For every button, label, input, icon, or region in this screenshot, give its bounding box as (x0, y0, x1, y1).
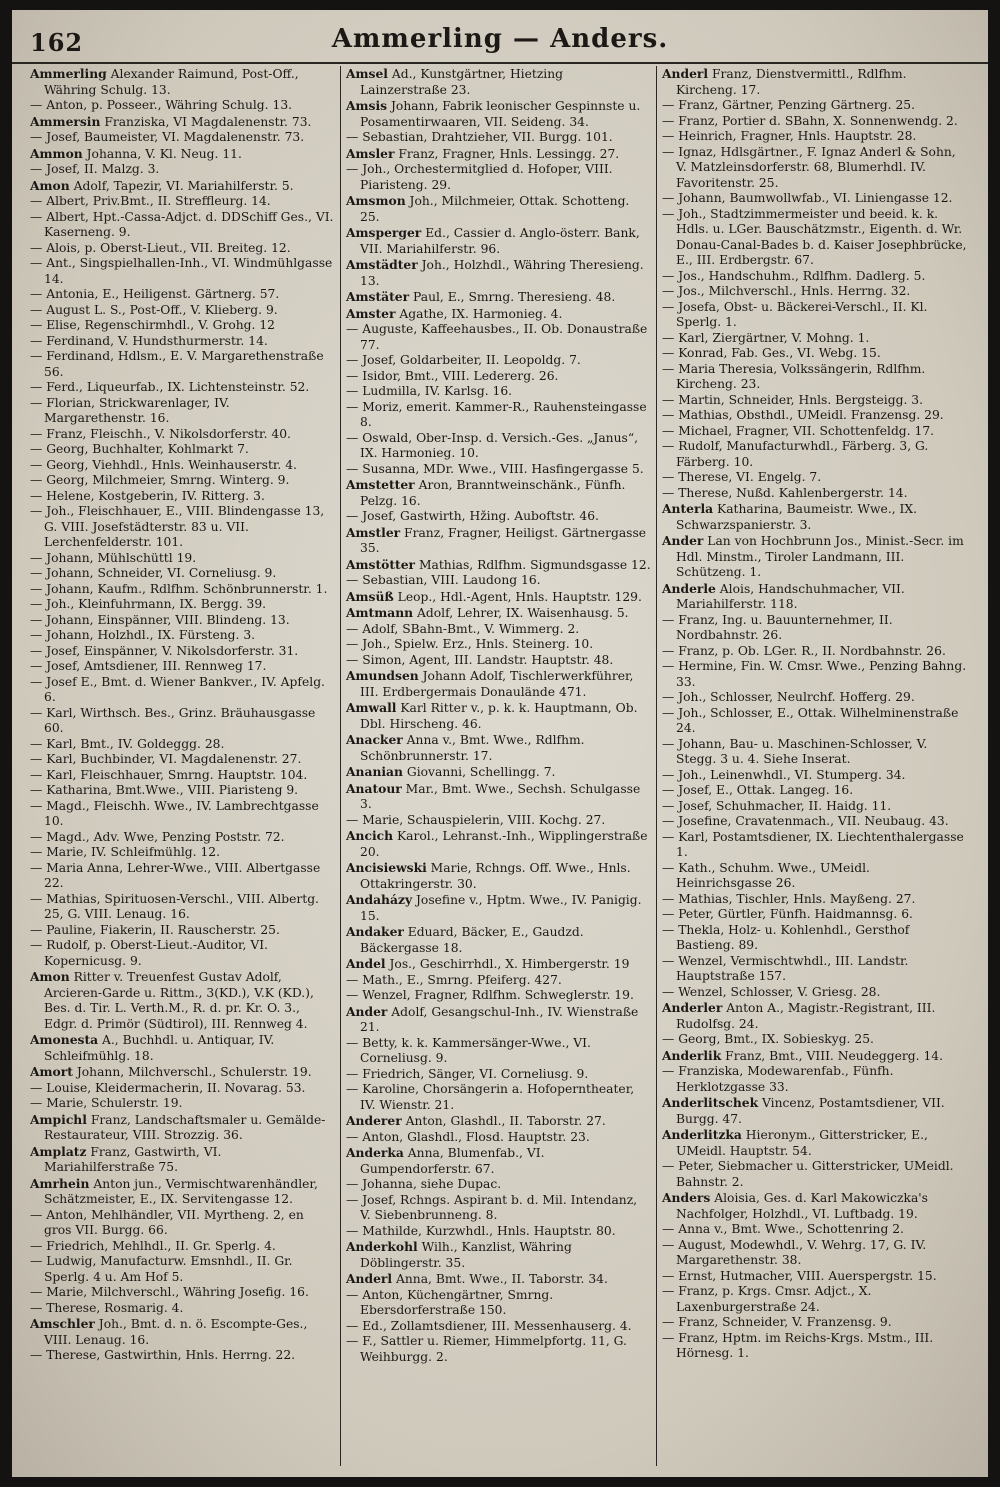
directory-entry: Amsmon Joh., Milchmeier, Ottak. Schotteng. 25. (346, 193, 630, 224)
directory-entry: — Franz, Schneider, V. Franzensg. 9. (662, 1315, 892, 1329)
directory-entry: — Josef, Einspänner, V. Nikolsdorferstr. 31. (30, 643, 299, 658)
directory-entry: Anderka Anna, Blumenfab., VI. Gumpendorferstr. 67. (346, 1145, 545, 1176)
directory-entry: — Wenzel, Vermischtwhdl., III. Landstr. Hauptstraße 157. (662, 953, 909, 983)
directory-entry: Anderlitzka Hieronym., Gitterstricker, E., UMeidl. Hauptstr. 54. (662, 1127, 928, 1158)
directory-entry: Andaker Eduard, Bäcker, E., Gaudzd. Bäckergasse 18. (346, 924, 584, 955)
directory-entry: Ancisiewski Marie, Rchngs. Off. Wwe., Hnls. Ottakringerstr. 30. (346, 860, 631, 891)
directory-entry: Anders Aloisia, Ges. d. Karl Makowiczka's Nachfolger, Holzhdl., VI. Luftbadg. 19. (662, 1190, 928, 1221)
directory-entry: Ananian Giovanni, Schellingg. 7. (346, 764, 556, 779)
directory-entry: — August, Modewhdl., V. Wehrg. 17, G. IV. Margarethenstr. 38. (662, 1237, 927, 1267)
directory-entry: Anderler Anton A., Magistr.-Registrant, III. Rudolfsg. 24. (662, 1000, 936, 1031)
directory-entry: Anderl Franz, Dienstvermittl., Rdlfhm. Kircheng. 17. (662, 66, 907, 97)
directory-entry: Anderl Anna, Bmt. Wwe., II. Taborstr. 34. (346, 1271, 608, 1286)
directory-entry: — Kath., Schuhm. Wwe., UMeidl. Heinrichsgasse 26. (662, 860, 870, 890)
directory-entry: — Josef, Baumeister, VI. Magdalenenstr. 73. (30, 130, 305, 144)
directory-entry: Amon Ritter v. Treuenfest Gustav Adolf, Arcieren-Garde u. Rittm., 3(KD.), V.K (KD.), Bes. d. Tir. L. Verth.M., R. d. pr. Kr. O. 3., Edgr. d. Primör (Südtirol), III. Rennweg 4. (30, 969, 314, 1031)
directory-entry: Ammerling Alexander Raimund, Post-Off., Währing Schulg. 13. (30, 66, 299, 97)
directory-entry: — Marie, Milchverschl., Währing Josefig. 16. (30, 1285, 309, 1299)
directory-entry: — Therese, VI. Engelg. 7. (662, 470, 822, 484)
directory-entry: — Hermine, Fin. W. Cmsr. Wwe., Penzing Bahng. 33. (662, 659, 967, 689)
directory-entry: — Jos., Milchverschl., Hnls. Herrng. 32. (662, 284, 911, 298)
directory-entry: — Josefine, Cravatenmach., VII. Neubaug. 43. (662, 814, 949, 828)
directory-entry: — Ferd., Liqueurfab., IX. Lichtensteinstr. 52. (30, 380, 310, 394)
directory-entry: — Therese, Nußd. Kahlenbergerstr. 14. (662, 485, 908, 500)
directory-entry: Anderle Alois, Handschuhmacher, VII. Mariahilferstr. 118. (662, 580, 905, 611)
directory-entry: — Franz, p. Ob. LGer. R., II. Nordbahnstr. 26. (662, 643, 946, 658)
directory-entry: — Alois, p. Oberst-Lieut., VII. Breiteg. 12. (30, 240, 291, 255)
directory-entry: Amstler Franz, Fragner, Heiligst. Gärtnergasse 35. (346, 524, 647, 555)
directory-entry: — Joh., Schlosser, Neulrchf. Hofferg. 29. (662, 690, 915, 704)
directory-entry: — Antonia, E., Heiligenst. Gärtnerg. 57. (30, 287, 280, 301)
directory-entry: — Ant., Singspielhallen-Inh., VI. Windmühlgasse 14. (30, 256, 333, 286)
directory-entry: Andel Jos., Geschirrhdl., X. Himbergerstr. 19 (346, 956, 630, 971)
directory-entry: — Therese, Rosmarig. 4. (30, 1300, 184, 1315)
directory-entry: — Konrad, Fab. Ges., VI. Webg. 15. (662, 346, 881, 360)
directory-entry: — Karoline, Chorsängerin a. Hofoperntheater, IV. Wienstr. 21. (346, 1082, 635, 1112)
directory-entry: — Moriz, emerit. Kammer-R., Rauhensteingasse 8. (346, 399, 647, 429)
directory-entry: — Josef, Gastwirth, Hžing. Auboftstr. 46. (346, 509, 599, 523)
directory-entry: — Albert, Priv.Bmt., II. Streffleurg. 14. (30, 194, 271, 208)
directory-entry: — Karl, Bmt., IV. Goldeggg. 28. (30, 736, 225, 751)
directory-entry: Ammon Johanna, V. Kl. Neug. 11. (30, 145, 242, 161)
directory-entry: Amsis Johann, Fabrik leonischer Gespinnste u. Posamentirwaaren, VII. Seideng. 34. (346, 98, 641, 129)
directory-entry: — Joh., Orchestermitglied d. Hofoper, VIII. Piaristeng. 29. (346, 162, 613, 192)
directory-entry: — Josef E., Bmt. d. Wiener Bankver., IV. Apfelg. 6. (30, 674, 325, 704)
directory-entry: — F., Sattler u. Riemer, Himmelpfortg. 11, G. Weihburgg. 2. (346, 1334, 627, 1364)
directory-entry: — Maria Anna, Lehrer-Wwe., VIII. Albertgasse 22. (30, 860, 321, 890)
directory-entry: — Johann, Bau- u. Maschinen-Schlosser, V. Stegg. 3 u. 4. Siehe Inserat. (662, 736, 928, 766)
directory-entry: — Auguste, Kaffeehausbes., II. Ob. Donaustraße 77. (346, 322, 648, 352)
directory-entry: — Franz, p. Krgs. Cmsr. Adjct., X. Laxenburgerstraße 24. (662, 1284, 872, 1314)
directory-entry: — Friedrich, Mehlhdl., II. Gr. Sperlg. 4. (30, 1238, 276, 1253)
directory-entry: — Florian, Strickwarenlager, IV. Margarethenstr. 16. (30, 395, 230, 425)
directory-entry: — Jos., Handschuhm., Rdlfhm. Dadlerg. 5. (662, 268, 926, 283)
column-3 (657, 66, 972, 1466)
directory-entry: — Joh., Fleischhauer, E., VIII. Blindengasse 13, G. VIII. Josefstädterstr. 83 u. VII. Lerchenfelderstr. 101. (30, 504, 325, 549)
directory-entry: — Franziska, Modewarenfab., Fünfh. Herklotzgasse 33. (662, 1064, 894, 1094)
running-head: Ammerling — Anders. (331, 24, 669, 54)
directory-entry: — Josefa, Obst- u. Bäckerei-Verschl., II. Kl. Sperlg. 1. (662, 299, 928, 329)
directory-entry: Ander Adolf, Gesangschul-Inh., IV. Wienstraße 21. (346, 1003, 639, 1034)
directory-entry: Andaházy Josefine v., Hptm. Wwe., IV. Panigig. 15. (346, 892, 642, 923)
column-1 (30, 66, 341, 1466)
directory-entry: — Anton, Küchengärtner, Smrng. Ebersdorferstraße 150. (346, 1287, 554, 1317)
directory-entry: — Josef, II. Malzg. 3. (30, 162, 160, 176)
page-header (12, 22, 988, 64)
directory-entry: — Ernst, Hutmacher, VIII. Auerspergstr. 15. (662, 1268, 937, 1283)
directory-entry: — Karl, Wirthsch. Bes., Grinz. Bräuhausgasse 60. (30, 705, 316, 735)
directory-entry: — Anton, Glashdl., Flosd. Hauptstr. 23. (346, 1129, 590, 1144)
directory-entry: — Thekla, Holz- u. Kohlenhdl., Gersthof Bastieng. 89. (662, 922, 910, 952)
directory-entry: — Martin, Schneider, Hnls. Bergsteigg. 3. (662, 392, 923, 407)
directory-entry: — Mathias, Tischler, Hnls. Mayßeng. 27. (662, 891, 916, 906)
directory-entry: Amsler Franz, Fragner, Hnls. Lessingg. 27. (346, 145, 620, 161)
directory-entry: — Josef, E., Ottak. Langeg. 16. (662, 783, 854, 797)
directory-entry: — Anna v., Bmt. Wwe., Schottenring 2. (662, 1222, 904, 1236)
directory-entry: Anderlik Franz, Bmt., VIII. Neudeggerg. 14. (662, 1047, 944, 1063)
directory-entry: — Susanna, MDr. Wwe., VIII. Hasfingergasse 5. (346, 461, 644, 476)
directory-entry: — Peter, Gürtler, Fünfh. Haidmannsg. 6. (662, 907, 913, 921)
directory-entry: — Johann, Mühlschüttl 19. (30, 550, 197, 565)
directory-entry: — Johann, Kaufm., Rdlfhm. Schönbrunnerstr. 1. (30, 581, 328, 596)
directory-entry: Amon Adolf, Tapezir, VI. Mariahilferstr. 5. (30, 177, 294, 193)
directory-entry: — Ludmilla, IV. Karlsg. 16. (346, 384, 513, 398)
directory-entry: — Georg, Milchmeier, Smrng. Winterg. 9. (30, 473, 290, 487)
directory-entry: — Mathilde, Kurzwhdl., Hnls. Hauptstr. 80. (346, 1223, 616, 1238)
directory-entry: Amsüß Leop., Hdl.-Agent, Hnls. Hauptstr. 129. (346, 588, 642, 604)
directory-entry: Amundsen Johann Adolf, Tischlerwerkführer, III. Erdbergermais Donaulände 471. (346, 668, 634, 699)
directory-entry: — Franz, Fleischh., V. Nikolsdorferstr. 40. (30, 426, 291, 441)
directory-entry: Amrhein Anton jun., Vermischtwarenhändler, Schätzmeister, E., IX. Servitengasse 12. (30, 1175, 318, 1206)
directory-entry: Anderer Anton, Glashdl., II. Taborstr. 27. (346, 1113, 606, 1128)
directory-entry: — Marie, Schauspielerin, VIII. Kochg. 27. (346, 812, 606, 827)
directory-entry: — Rudolf, p. Oberst-Lieut.-Auditor, VI. Kopernicusg. 9. (30, 938, 268, 968)
directory-entry: — Ferdinand, Hdlsm., E. V. Margarethenstraße 56. (30, 349, 324, 379)
directory-entry: Amstäter Paul, E., Smrng. Theresieng. 48. (346, 289, 616, 304)
directory-entry: — Rudolf, Manufacturwhdl., Färberg. 3, G. Färberg. 10. (662, 439, 929, 469)
directory-entry: — Magd., Adv. Wwe, Penzing Poststr. 72. (30, 829, 285, 844)
directory-entry: — Betty, k. k. Kammersänger-Wwe., VI. Corneliusg. 9. (346, 1035, 591, 1065)
directory-entry: — Johann, Baumwollwfab., VI. Liniengasse 12. (662, 191, 953, 205)
directory-entry: Ander Lan von Hochbrunn Jos., Minist.-Secr. im Hdl. Minstm., Tiroler Landmann, III. Schützeng. 1. (662, 533, 964, 579)
directory-entry: — Marie, Schulerstr. 19. (30, 1096, 183, 1110)
directory-entry: — Friedrich, Sänger, VI. Corneliusg. 9. (346, 1066, 589, 1081)
directory-entry: — Albert, Hpt.-Cassa-Adjct. d. DDSchiff Ges., VI. Kaserneng. 9. (30, 209, 334, 239)
directory-entry: — Joh., Kleinfuhrmann, IX. Bergg. 39. (30, 597, 267, 611)
directory-entry: — Josef, Schuhmacher, II. Haidg. 11. (662, 798, 892, 813)
directory-entry: — Karl, Fleischhauer, Smrng. Hauptstr. 104. (30, 767, 308, 782)
directory-entry: Amwall Karl Ritter v., p. k. k. Hauptmann, Ob. Dbl. Hirscheng. 46. (346, 700, 638, 731)
directory-entry: — Joh., Leinenwhdl., VI. Stumperg. 34. (662, 767, 906, 782)
directory-entry: — Marie, IV. Schleifmühlg. 12. (30, 845, 221, 859)
page-number: 162 (30, 28, 84, 57)
directory-entry: — Johanna, siehe Dupac. (346, 1177, 502, 1191)
directory-entry: Ammersin Franziska, VI Magdalenenstr. 73. (30, 113, 312, 129)
directory-entry: — Mathias, Obsthdl., UMeidl. Franzensg. 29. (662, 408, 944, 422)
directory-entry: — Michael, Fragner, VII. Schottenfeldg. 17. (662, 423, 935, 438)
directory-entry: — Wenzel, Schlosser, V. Griesg. 28. (662, 984, 881, 999)
directory-entry: — Josef, Rchngs. Aspirant b. d. Mil. Intendanz, V. Siebenbrunneng. 8. (346, 1192, 638, 1222)
directory-entry: Amschler Joh., Bmt. d. n. ö. Escompte-Ges., VIII. Lenaug. 16. (30, 1316, 308, 1347)
directory-entry: — Heinrich, Fragner, Hnls. Hauptstr. 28. (662, 129, 917, 143)
directory-entry: — Johann, Holzhdl., IX. Fürsteng. 3. (30, 628, 256, 642)
directory-entry: — Peter, Siebmacher u. Gitterstricker, UMeidl. Bahnstr. 2. (662, 1159, 954, 1189)
directory-entry: — Ignaz, Hdlsgärtner., F. Ignaz Anderl & Sohn, V. Matzleinsdorferstr. 68, Blumerhdl. IV. Favoritenstr. 25. (662, 144, 956, 190)
directory-entry: — Sebastian, VIII. Laudong 16. (346, 573, 541, 587)
directory-entry: Ancich Karol., Lehranst.-Inh., Wipplingerstraße 20. (346, 828, 648, 859)
directory-entry: — Simon, Agent, III. Landstr. Hauptstr. 48. (346, 652, 614, 667)
directory-entry: — Franz, Ing. u. Bauunternehmer, II. Nordbahnstr. 26. (662, 612, 893, 642)
directory-entry: — Josef, Amtsdiener, III. Rennweg 17. (30, 659, 267, 673)
directory-entry: Amsel Ad., Kunstgärtner, Hietzing Lainzerstraße 23. (346, 66, 564, 97)
directory-entry: — Anton, Mehlhändler, VII. Myrtheng. 2, en gros VII. Burgg. 66. (30, 1207, 304, 1237)
entry-columns (30, 66, 972, 1466)
directory-entry: — Franz, Portier d. SBahn, X. Sonnenwendg. 2. (662, 113, 958, 128)
directory-entry: — Elise, Regenschirmhdl., V. Grohg. 12 (30, 318, 276, 332)
directory-entry: — Maria Theresia, Volkssängerin, Rdlfhm. Kircheng. 23. (662, 361, 926, 391)
directory-entry: — Joh., Spielw. Erz., Hnls. Steinerg. 10. (346, 637, 594, 651)
directory-entry: — Adolf, SBahn-Bmt., V. Wimmerg. 2. (346, 621, 580, 636)
directory-entry: — Georg, Bmt., IX. Sobieskyg. 25. (662, 1032, 874, 1046)
directory-entry: — Karl, Postamtsdiener, IX. Liechtenthalergasse 1. (662, 829, 964, 859)
directory-entry: — Wenzel, Fragner, Rdlfhm. Schweglerstr. 19. (346, 988, 634, 1002)
directory-entry: — Johann, Schneider, VI. Corneliusg. 9. (30, 566, 277, 580)
directory-entry: — Therese, Gastwirthin, Hnls. Herrng. 22. (30, 1348, 296, 1362)
directory-entry: Amster Agathe, IX. Harmonieg. 4. (346, 305, 563, 321)
directory-entry: Amstädter Joh., Holzhdl., Währing Theresieng. 13. (346, 257, 644, 288)
directory-entry: — Karl, Buchbinder, VI. Magdalenenstr. 27. (30, 752, 302, 766)
directory-entry: — August L. S., Post-Off., V. Klieberg. 9. (30, 302, 278, 317)
directory-page (12, 10, 988, 1477)
directory-entry: Amstötter Mathias, Rdlfhm. Sigmundsgasse 12. (346, 556, 651, 572)
directory-entry: Anderlitschek Vincenz, Postamtsdiener, VII. Burgg. 47. (662, 1095, 945, 1126)
directory-entry: — Joh., Stadtzimmermeister und beeid. k. k. Hdls. u. LGer. Bauschätzmstr., Eigenth. d. Wr. Donau-Canal-Bades b. d. Kaiser Josephbrücke, E., III. Erdbergstr. 67. (662, 206, 967, 267)
directory-entry: Amplatz Franz, Gastwirth, VI. Mariahilferstraße 75. (30, 1143, 222, 1174)
directory-entry: — Pauline, Fiakerin, II. Rauscherstr. 25. (30, 922, 280, 937)
directory-entry: — Mathias, Spirituosen-Verschl., VIII. Albertg. 25, G. VIII. Lenaug. 16. (30, 891, 319, 921)
directory-entry: — Franz, Hptm. im Reichs-Krgs. Mstm., III. Hörnesg. 1. (662, 1330, 934, 1360)
directory-entry: Amonesta A., Buchhdl. u. Antiquar, IV. Schleifmühlg. 18. (30, 1032, 275, 1063)
directory-entry: — Josef, Goldarbeiter, II. Leopoldg. 7. (346, 353, 581, 367)
directory-entry: — Helene, Kostgeberin, IV. Ritterg. 3. (30, 488, 265, 503)
directory-entry: — Georg, Buchhalter, Kohlmarkt 7. (30, 442, 249, 456)
directory-entry: — Louise, Kleidermacherin, II. Novarag. 53. (30, 1080, 306, 1095)
directory-entry: — Isidor, Bmt., VIII. Ledererg. 26. (346, 368, 559, 383)
directory-entry: Amort Johann, Milchverschl., Schulerstr. 19. (30, 1064, 312, 1079)
directory-entry: Amstetter Aron, Branntweinschänk., Fünfh. Pelzg. 16. (346, 477, 626, 508)
directory-entry: — Johann, Einspänner, VIII. Blindeng. 13. (30, 612, 290, 627)
directory-entry: — Ludwig, Manufacturw. Emsnhdl., II. Gr. Sperlg. 4 u. Am Hof 5. (30, 1254, 293, 1284)
directory-entry: Anderkohl Wilh., Kanzlist, Währing Döblingerstr. 35. (346, 1239, 572, 1270)
directory-entry: Anatour Mar., Bmt. Wwe., Sechsh. Schulgasse 3. (346, 780, 641, 811)
column-2 (341, 66, 657, 1466)
directory-entry: — Ed., Zollamtsdiener, III. Messenhauserg. 4. (346, 1318, 632, 1333)
directory-entry: Amsperger Ed., Cassier d. Anglo-österr. Bank, VII. Mariahilferstr. 96. (346, 225, 640, 256)
directory-entry: — Oswald, Ober-Insp. d. Versich.-Ges. „Janus“, IX. Harmonieg. 10. (346, 430, 639, 460)
directory-entry: Amtmann Adolf, Lehrer, IX. Waisenhausg. 5. (346, 605, 629, 620)
directory-entry: — Sebastian, Drahtzieher, VII. Burgg. 101. (346, 130, 613, 144)
directory-entry: — Franz, Gärtner, Penzing Gärtnerg. 25. (662, 98, 916, 112)
directory-entry: — Georg, Viehhdl., Hnls. Weinhauserstr. 4. (30, 457, 297, 472)
directory-entry: — Magd., Fleischh. Wwe., IV. Lambrechtgasse 10. (30, 798, 319, 828)
directory-entry: — Karl, Ziergärtner, V. Mohng. 1. (662, 330, 870, 345)
directory-entry: Anacker Anna v., Bmt. Wwe., Rdlfhm. Schönbrunnerstr. 17. (346, 732, 585, 763)
directory-entry: — Anton, p. Posseer., Währing Schulg. 13. (30, 98, 293, 112)
directory-entry: — Ferdinand, V. Hundsthurmerstr. 14. (30, 333, 268, 348)
directory-entry: Ampichl Franz, Landschaftsmaler u. Gemälde-Restaurateur, VIII. Strozzig. 36. (30, 1111, 326, 1142)
directory-entry: — Joh., Schlosser, E., Ottak. Wilhelminenstraße 24. (662, 705, 959, 735)
directory-entry: — Katharina, Bmt.Wwe., VIII. Piaristeng 9. (30, 783, 299, 797)
directory-entry: Anterla Katharina, Baumeistr. Wwe., IX. Schwarzspanierstr. 3. (662, 501, 918, 532)
directory-entry: — Math., E., Smrng. Pfeiferg. 427. (346, 972, 562, 987)
